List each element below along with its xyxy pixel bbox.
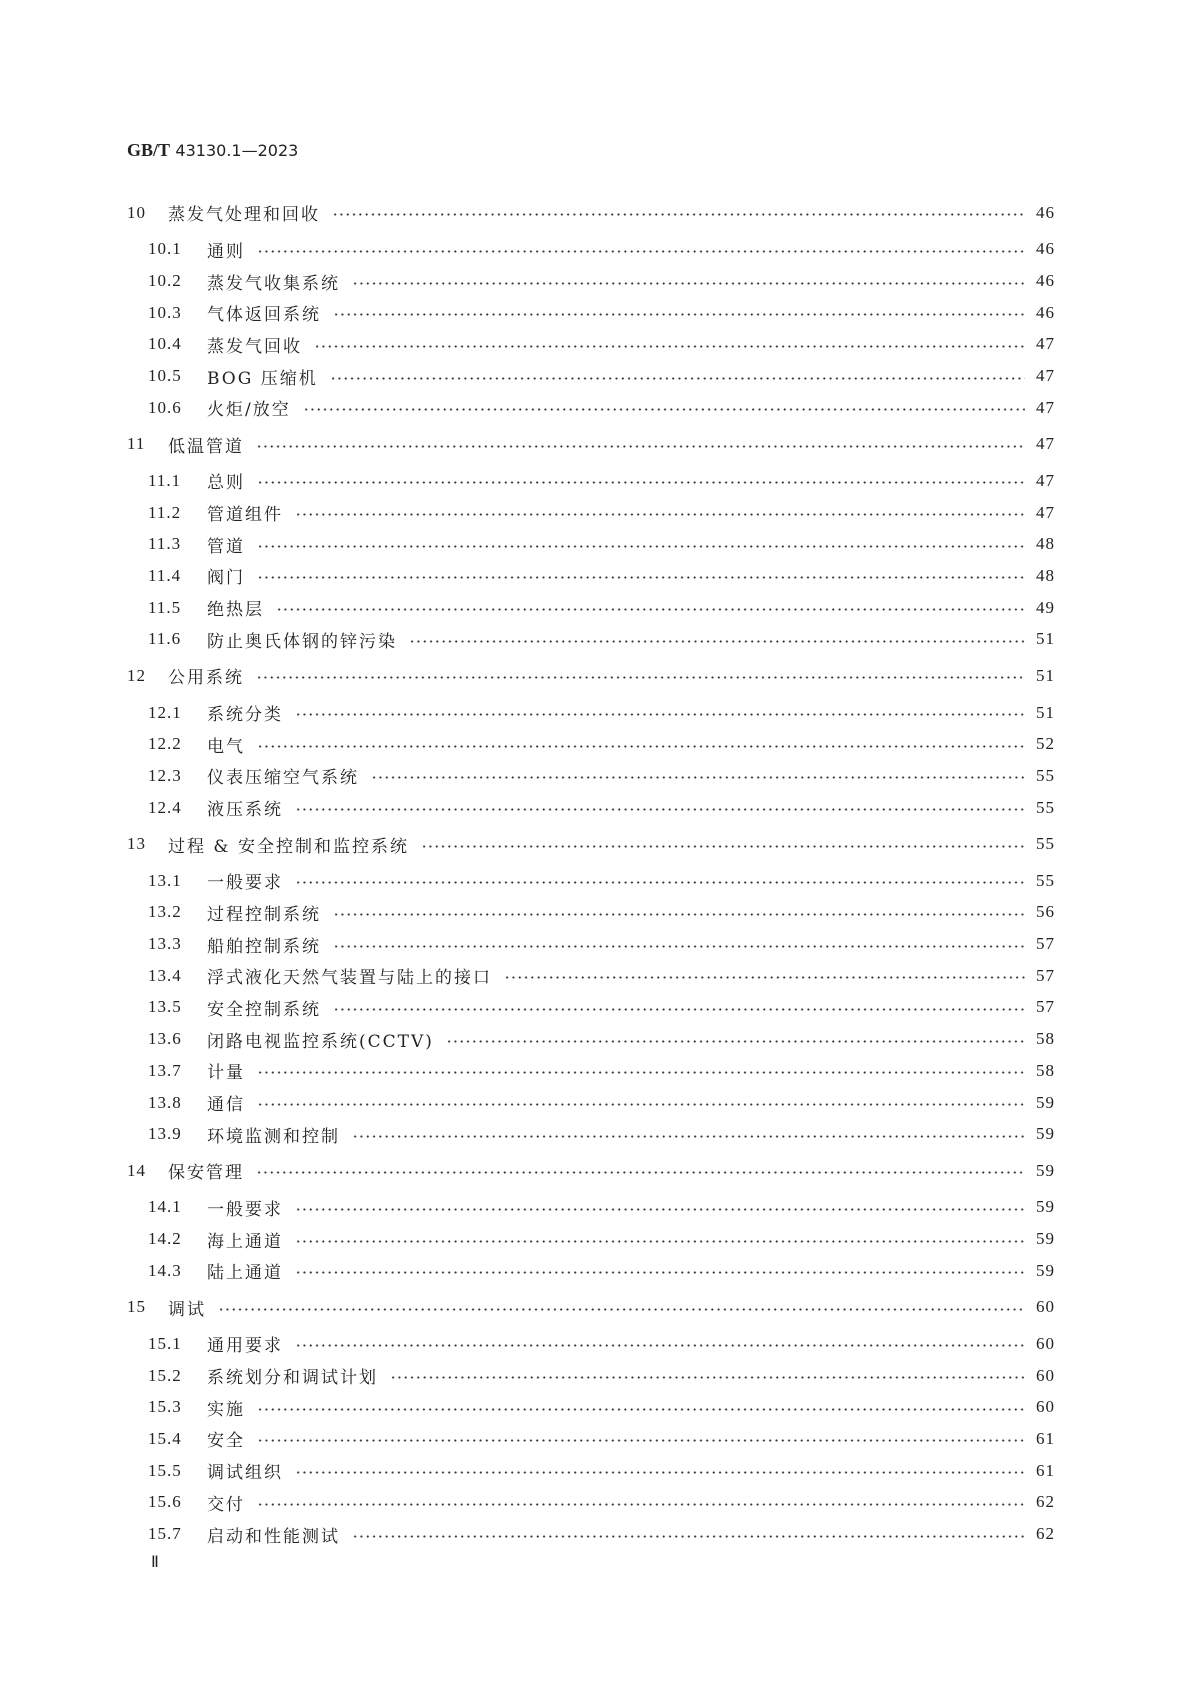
toc-entry-number: 13 bbox=[127, 834, 146, 854]
toc-entry-title: 电气 bbox=[207, 736, 245, 757]
dot-leader bbox=[295, 513, 1025, 516]
toc-entry-title: 蒸发气处理和回收 bbox=[168, 205, 320, 226]
toc-entry-number: 15.6 bbox=[148, 1492, 182, 1512]
dot-leader bbox=[256, 1171, 1025, 1174]
toc-entry-page: 51 bbox=[1036, 702, 1055, 722]
toc-section-entry[interactable] bbox=[127, 560, 1055, 592]
toc-entry-title: 系统分类 bbox=[207, 705, 283, 725]
dot-leader bbox=[257, 1071, 1025, 1074]
dot-leader bbox=[257, 250, 1025, 253]
toc-entry-page: 46 bbox=[1036, 302, 1055, 322]
toc-entry-number: 10.6 bbox=[148, 397, 182, 417]
toc-section-entry[interactable] bbox=[127, 728, 1055, 760]
toc-entry-page: 59 bbox=[1036, 1260, 1055, 1280]
toc-entry-title: 蒸发气回收 bbox=[207, 336, 302, 357]
toc-entry-number: 12.1 bbox=[148, 702, 182, 722]
toc-entry-page: 60 bbox=[1036, 1397, 1055, 1417]
toc-entry-number: 13.8 bbox=[148, 1092, 182, 1112]
toc-entry-title: 调试组织 bbox=[207, 1463, 283, 1484]
dot-leader bbox=[446, 1040, 1025, 1043]
dot-leader bbox=[257, 1503, 1025, 1506]
dot-leader bbox=[352, 1535, 1025, 1538]
toc-entry-page: 61 bbox=[1036, 1428, 1055, 1448]
toc-entry-number: 10.5 bbox=[148, 366, 182, 386]
toc-entry-page: 46 bbox=[1036, 202, 1055, 222]
dot-leader bbox=[295, 1344, 1025, 1347]
toc-section-entry[interactable] bbox=[127, 1055, 1055, 1087]
toc-entry-title: 闭路电视监控系统(CCTV) bbox=[207, 1031, 434, 1052]
toc-entry-page: 55 bbox=[1036, 765, 1055, 785]
toc-entry-page: 59 bbox=[1036, 1160, 1055, 1180]
toc-entry-title: 交付 bbox=[207, 1494, 245, 1515]
dot-leader bbox=[257, 481, 1025, 484]
toc-section-entry[interactable] bbox=[127, 1455, 1055, 1487]
dot-leader bbox=[330, 377, 1025, 380]
toc-entry-title: 海上通道 bbox=[207, 1231, 283, 1252]
toc-entry-number: 15.7 bbox=[148, 1524, 182, 1544]
toc-entry-title: 管道 bbox=[207, 536, 245, 557]
toc-entry-title: 浮式液化天然气装置与陆上的接口 bbox=[207, 968, 492, 989]
dot-leader bbox=[295, 1271, 1025, 1274]
toc-entry-title: 蒸发气收集系统 bbox=[207, 273, 340, 294]
toc-section-entry[interactable] bbox=[127, 592, 1055, 624]
dot-leader bbox=[257, 1408, 1025, 1411]
dot-leader bbox=[333, 945, 1025, 948]
toc-chapter-entry[interactable] bbox=[127, 1291, 1055, 1323]
toc-section-entry[interactable] bbox=[127, 1328, 1055, 1360]
toc-entry-page: 49 bbox=[1036, 597, 1055, 617]
toc-entry-title: 液压系统 bbox=[207, 800, 283, 821]
toc-entry-page: 58 bbox=[1036, 1060, 1055, 1080]
toc-entry-number: 13.1 bbox=[148, 870, 182, 890]
standard-number: 43130.1—2023 bbox=[175, 141, 299, 160]
toc-entry-number: 12 bbox=[127, 665, 146, 685]
toc-entry-number: 11.4 bbox=[148, 565, 182, 585]
toc-entry-page: 46 bbox=[1036, 239, 1055, 259]
dot-leader bbox=[504, 976, 1025, 979]
dot-leader bbox=[257, 745, 1025, 748]
dot-leader bbox=[303, 408, 1025, 411]
toc-section-entry[interactable] bbox=[127, 1391, 1055, 1423]
toc-entry-title: 陆上通道 bbox=[207, 1263, 283, 1284]
toc-entry-number: 12.3 bbox=[148, 765, 182, 785]
toc-entry-number: 13.5 bbox=[148, 997, 182, 1017]
toc-section-entry[interactable] bbox=[127, 1255, 1055, 1287]
dot-leader bbox=[352, 1135, 1025, 1138]
toc-entry-number: 10.3 bbox=[148, 302, 182, 322]
toc-section-entry[interactable] bbox=[127, 792, 1055, 824]
toc-entry-title: 保安管理 bbox=[168, 1163, 244, 1184]
toc-entry-number: 15.5 bbox=[148, 1460, 182, 1480]
page-number: Ⅱ bbox=[151, 1554, 159, 1571]
toc-entry-page: 62 bbox=[1036, 1524, 1055, 1544]
toc-entry-title: 绝热层 bbox=[207, 600, 264, 621]
toc-entry-title: 阀门 bbox=[207, 568, 245, 589]
toc-entry-page: 59 bbox=[1036, 1092, 1055, 1112]
toc-entry-title: 一般要求 bbox=[207, 873, 283, 894]
toc-entry-number: 14.1 bbox=[148, 1197, 182, 1217]
toc-entry-page: 62 bbox=[1036, 1492, 1055, 1512]
toc-section-entry[interactable] bbox=[127, 960, 1055, 992]
toc-chapter-entry[interactable] bbox=[127, 428, 1055, 460]
toc-entry-number: 12.2 bbox=[148, 734, 182, 754]
toc-section-entry[interactable] bbox=[127, 760, 1055, 792]
dot-leader bbox=[295, 713, 1025, 716]
toc-entry-title: 仪表压缩空气系统 bbox=[207, 768, 359, 789]
toc-entry-title: 公用系统 bbox=[168, 668, 244, 689]
toc-entry-number: 15 bbox=[127, 1297, 146, 1317]
toc-entry-title: 火炬/放空 bbox=[207, 400, 291, 421]
toc-section-entry[interactable] bbox=[127, 392, 1055, 424]
toc-entry-title: 总则 bbox=[207, 473, 245, 494]
toc-entry-number: 15.1 bbox=[148, 1333, 182, 1353]
dot-leader bbox=[257, 1439, 1025, 1442]
toc-section-entry[interactable] bbox=[127, 992, 1055, 1024]
toc-entry-title: 防止奥氏体钢的锌污染 bbox=[207, 631, 397, 652]
toc-section-entry[interactable] bbox=[127, 1360, 1055, 1392]
toc-section-entry[interactable] bbox=[127, 865, 1055, 897]
toc-section-entry[interactable] bbox=[127, 1487, 1055, 1519]
dot-leader bbox=[332, 213, 1025, 216]
toc-entry-page: 55 bbox=[1036, 870, 1055, 890]
toc-entry-title: BOG 压缩机 bbox=[207, 368, 318, 389]
toc-entry-number: 13.4 bbox=[148, 965, 182, 985]
toc-entry-page: 55 bbox=[1036, 797, 1055, 817]
dot-leader bbox=[256, 676, 1025, 679]
toc-entry-number: 14.3 bbox=[148, 1260, 182, 1280]
toc-entry-title: 计量 bbox=[207, 1063, 245, 1084]
toc-section-entry[interactable] bbox=[127, 497, 1055, 529]
toc-section-entry[interactable] bbox=[127, 697, 1055, 729]
toc-entry-title: 通信 bbox=[207, 1095, 245, 1116]
standard-header bbox=[127, 140, 298, 161]
toc-section-entry[interactable] bbox=[127, 928, 1055, 960]
dot-leader bbox=[314, 345, 1025, 348]
toc-chapter-entry[interactable] bbox=[127, 828, 1055, 860]
toc-entry-number: 11.5 bbox=[148, 597, 182, 617]
toc-entry-title: 管道组件 bbox=[207, 505, 283, 526]
dot-leader bbox=[333, 313, 1025, 316]
toc-section-entry[interactable] bbox=[127, 297, 1055, 329]
toc-entry-title: 系统划分和调试计划 bbox=[207, 1368, 378, 1389]
toc-section-entry[interactable] bbox=[127, 1023, 1055, 1055]
toc-section-entry[interactable] bbox=[127, 233, 1055, 265]
toc-entry-number: 15.4 bbox=[148, 1428, 182, 1448]
toc-entry-title: 安全 bbox=[207, 1431, 245, 1452]
toc-entry-number: 10.4 bbox=[148, 334, 182, 354]
toc-section-entry[interactable] bbox=[127, 528, 1055, 560]
toc-chapter-entry[interactable] bbox=[127, 197, 1055, 229]
toc-entry-page: 57 bbox=[1036, 934, 1055, 954]
dot-leader bbox=[352, 282, 1025, 285]
toc-entry-title: 通则 bbox=[207, 241, 245, 262]
toc-entry-page: 60 bbox=[1036, 1365, 1055, 1385]
dot-leader bbox=[295, 1208, 1025, 1211]
toc-entry-title: 调试 bbox=[168, 1299, 206, 1320]
toc-entry-title: 气体返回系统 bbox=[207, 305, 321, 326]
toc-entry-page: 59 bbox=[1036, 1229, 1055, 1249]
toc-entry-number: 12.4 bbox=[148, 797, 182, 817]
toc-entry-page: 48 bbox=[1036, 565, 1055, 585]
toc-entry-title: 安全控制系统 bbox=[207, 999, 321, 1020]
toc-entry-number: 11.3 bbox=[148, 534, 182, 554]
toc-section-entry[interactable] bbox=[127, 1087, 1055, 1119]
toc-entry-number: 13.7 bbox=[148, 1060, 182, 1080]
toc-entry-number: 11.1 bbox=[148, 470, 182, 490]
toc-entry-page: 59 bbox=[1036, 1124, 1055, 1144]
toc-section-entry[interactable] bbox=[127, 465, 1055, 497]
toc-entry-title: 实施 bbox=[207, 1399, 245, 1420]
dot-leader bbox=[276, 608, 1025, 611]
toc-entry-number: 10.1 bbox=[148, 239, 182, 259]
toc-section-entry[interactable] bbox=[127, 1423, 1055, 1455]
toc-entry-number: 14.2 bbox=[148, 1229, 182, 1249]
toc-section-entry[interactable] bbox=[127, 1518, 1055, 1550]
toc-entry-number: 15.2 bbox=[148, 1365, 182, 1385]
toc-entry-title: 过程控制系统 bbox=[207, 904, 321, 925]
dot-leader bbox=[421, 845, 1025, 848]
dot-leader bbox=[257, 1103, 1025, 1106]
toc-chapter-entry[interactable] bbox=[127, 1155, 1055, 1187]
toc-entry-page: 47 bbox=[1036, 502, 1055, 522]
toc-section-entry[interactable] bbox=[127, 329, 1055, 361]
toc-entry-page: 47 bbox=[1036, 470, 1055, 490]
toc-entry-page: 51 bbox=[1036, 665, 1055, 685]
toc-entry-number: 13.9 bbox=[148, 1124, 182, 1144]
toc-section-entry[interactable] bbox=[127, 897, 1055, 929]
toc-entry-number: 15.3 bbox=[148, 1397, 182, 1417]
toc-entry-title: 环境监测和控制 bbox=[207, 1126, 340, 1147]
toc-entry-page: 52 bbox=[1036, 734, 1055, 754]
toc-entry-page: 51 bbox=[1036, 629, 1055, 649]
toc-entry-page: 47 bbox=[1036, 397, 1055, 417]
dot-leader bbox=[257, 576, 1025, 579]
toc-section-entry[interactable] bbox=[127, 1118, 1055, 1150]
toc-entry-page: 60 bbox=[1036, 1297, 1055, 1317]
toc-section-entry[interactable] bbox=[127, 265, 1055, 297]
toc-entry-page: 47 bbox=[1036, 334, 1055, 354]
dot-leader bbox=[333, 1008, 1025, 1011]
toc-entry-number: 11.6 bbox=[148, 629, 182, 649]
table-of-contents bbox=[127, 192, 1055, 1550]
toc-entry-page: 55 bbox=[1036, 834, 1055, 854]
dot-leader bbox=[390, 1376, 1025, 1379]
toc-entry-number: 13.2 bbox=[148, 902, 182, 922]
toc-entry-number: 11.2 bbox=[148, 502, 182, 522]
toc-entry-page: 46 bbox=[1036, 271, 1055, 290]
toc-entry-number: 13.3 bbox=[148, 934, 182, 954]
toc-entry-page: 48 bbox=[1036, 534, 1055, 554]
toc-entry-page: 47 bbox=[1036, 366, 1055, 386]
dot-leader bbox=[371, 776, 1025, 779]
toc-entry-title: 启动和性能测试 bbox=[207, 1526, 340, 1547]
toc-entry-page: 61 bbox=[1036, 1460, 1055, 1480]
dot-leader bbox=[333, 913, 1025, 916]
toc-entry-page: 58 bbox=[1036, 1029, 1055, 1049]
dot-leader bbox=[295, 808, 1025, 811]
toc-entry-title: 船舶控制系统 bbox=[207, 936, 321, 957]
toc-entry-page: 57 bbox=[1036, 965, 1055, 985]
toc-section-entry[interactable] bbox=[127, 1223, 1055, 1255]
toc-entry-title: 一般要求 bbox=[207, 1199, 283, 1220]
toc-entry-number: 10 bbox=[127, 202, 146, 222]
dot-leader bbox=[295, 1471, 1025, 1474]
toc-section-entry[interactable] bbox=[127, 624, 1055, 656]
toc-entry-number: 10.2 bbox=[148, 271, 182, 290]
toc-entry-title: 过程 & 安全控制和监控系统 bbox=[168, 836, 409, 857]
toc-entry-page: 56 bbox=[1036, 902, 1055, 922]
toc-section-entry[interactable] bbox=[127, 1192, 1055, 1224]
dot-leader bbox=[218, 1308, 1025, 1311]
toc-entry-title: 低温管道 bbox=[168, 436, 244, 457]
standard-prefix: GB/T bbox=[127, 140, 171, 160]
toc-entry-page: 57 bbox=[1036, 997, 1055, 1017]
dot-leader bbox=[256, 445, 1025, 448]
dot-leader bbox=[257, 545, 1025, 548]
dot-leader bbox=[295, 881, 1025, 884]
toc-section-entry[interactable] bbox=[127, 360, 1055, 392]
toc-chapter-entry[interactable] bbox=[127, 660, 1055, 692]
toc-entry-page: 47 bbox=[1036, 434, 1055, 454]
dot-leader bbox=[409, 640, 1025, 643]
dot-leader bbox=[295, 1240, 1025, 1243]
toc-entry-page: 59 bbox=[1036, 1197, 1055, 1217]
toc-entry-number: 13.6 bbox=[148, 1029, 182, 1049]
toc-entry-title: 通用要求 bbox=[207, 1336, 283, 1357]
toc-entry-number: 14 bbox=[127, 1160, 146, 1180]
toc-entry-page: 60 bbox=[1036, 1333, 1055, 1353]
toc-entry-number: 11 bbox=[127, 434, 146, 454]
